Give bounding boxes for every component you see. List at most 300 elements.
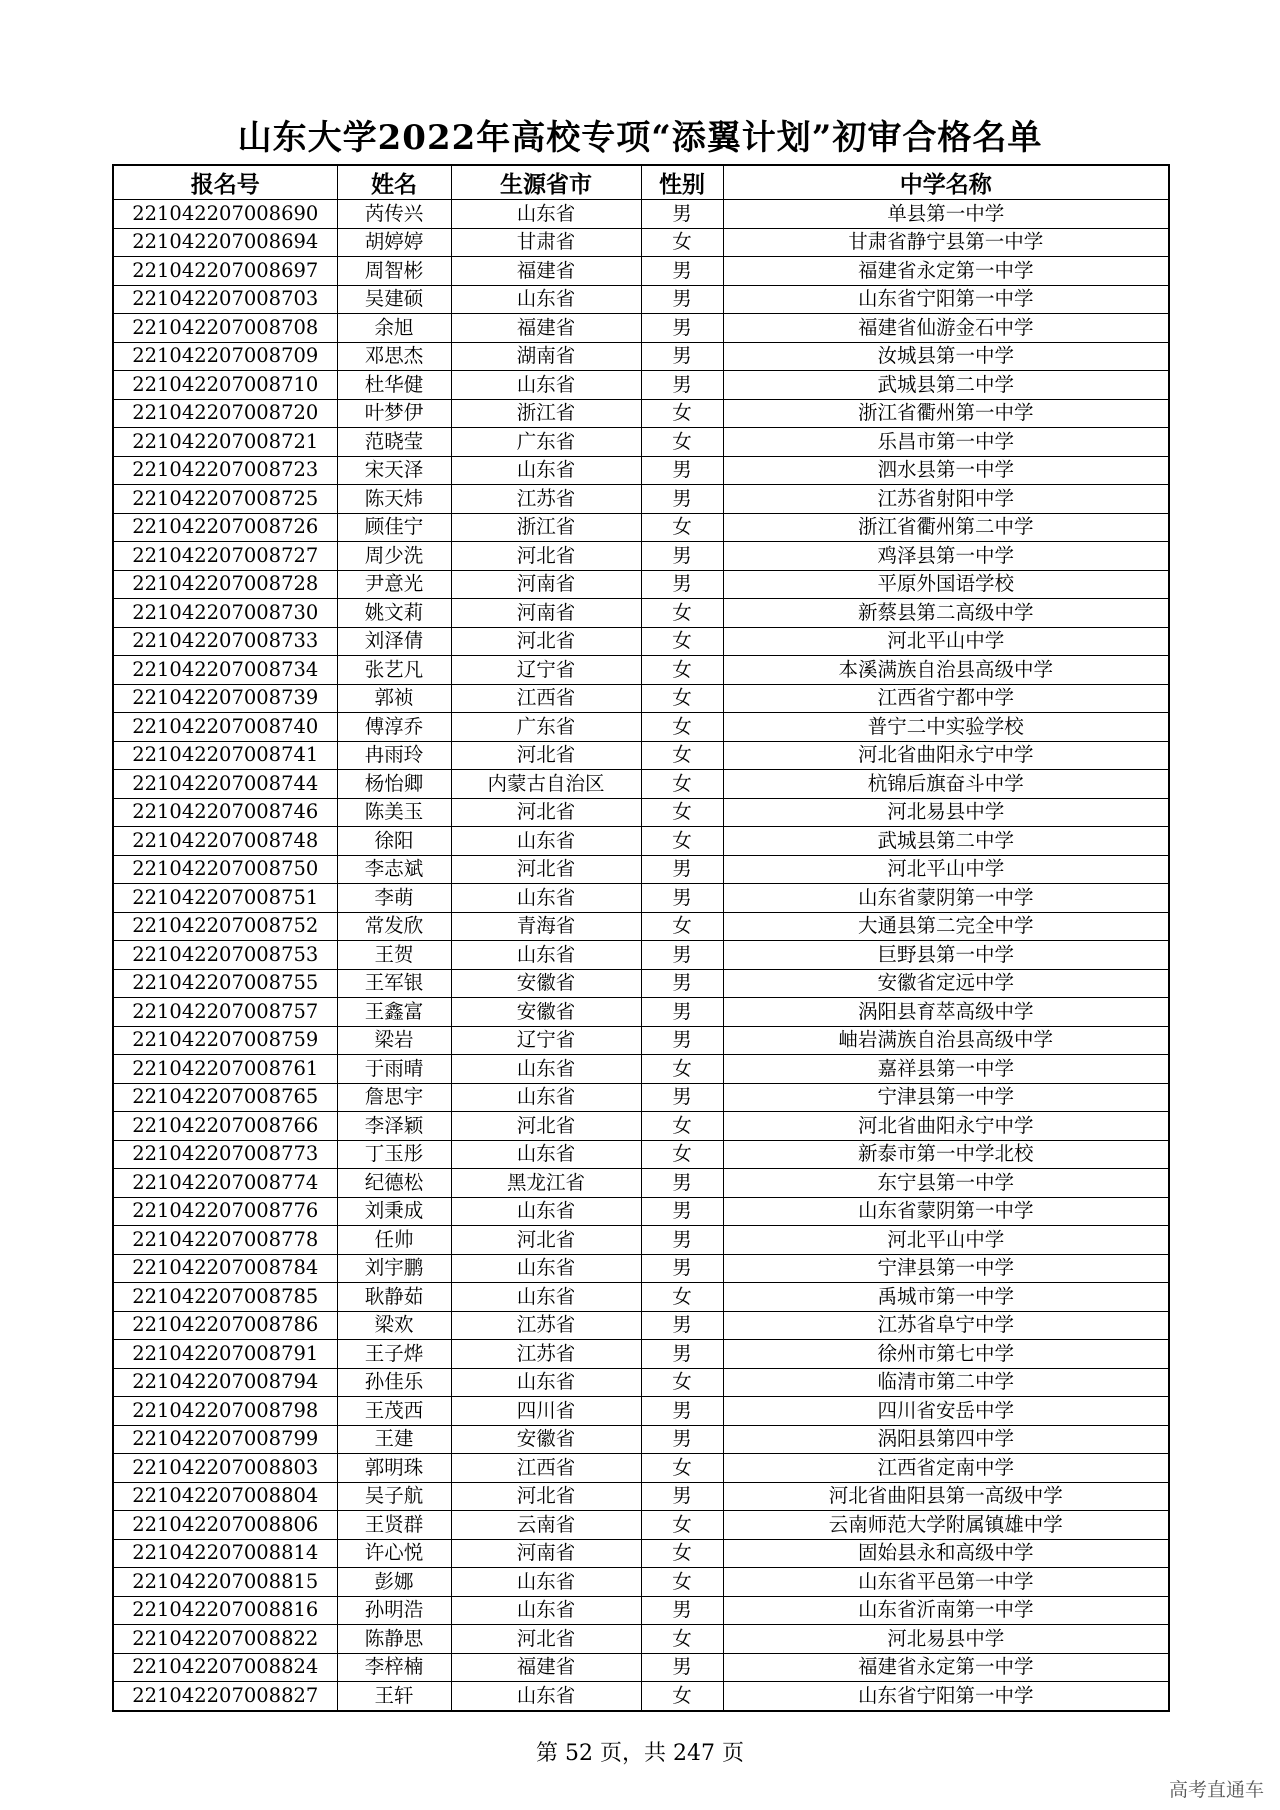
province-cell: 河南省 [451, 570, 641, 599]
registration-no-cell: 221042207008816 [113, 1596, 337, 1625]
province-cell: 山东省 [451, 827, 641, 856]
column-header-province: 生源省市 [451, 165, 641, 200]
gender-cell: 男 [641, 1083, 723, 1112]
gender-cell: 女 [641, 684, 723, 713]
school-cell: 鸡泽县第一中学 [723, 542, 1169, 571]
province-cell: 辽宁省 [451, 1026, 641, 1055]
registration-no-cell: 221042207008773 [113, 1140, 337, 1169]
registration-no-cell: 221042207008798 [113, 1397, 337, 1426]
table-row [113, 1083, 1169, 1112]
name-cell: 梁欢 [337, 1311, 451, 1340]
school-cell: 汝城县第一中学 [723, 342, 1169, 371]
registration-no-cell: 221042207008703 [113, 285, 337, 314]
province-cell: 四川省 [451, 1397, 641, 1426]
province-cell: 山东省 [451, 1283, 641, 1312]
province-cell: 甘肃省 [451, 228, 641, 257]
school-cell: 河北省曲阳县第一高级中学 [723, 1482, 1169, 1511]
table-row [113, 1254, 1169, 1283]
name-cell: 郭明珠 [337, 1454, 451, 1483]
name-cell: 吴子航 [337, 1482, 451, 1511]
table-row [113, 200, 1169, 229]
name-cell: 宋天泽 [337, 456, 451, 485]
registration-no-cell: 221042207008728 [113, 570, 337, 599]
name-cell: 冉雨玲 [337, 741, 451, 770]
gender-cell: 女 [641, 1568, 723, 1597]
table-row [113, 542, 1169, 571]
table-row [113, 1454, 1169, 1483]
registration-no-cell: 221042207008734 [113, 656, 337, 685]
name-cell: 王子烨 [337, 1340, 451, 1369]
table-row [113, 1340, 1169, 1369]
province-cell: 山东省 [451, 1568, 641, 1597]
gender-cell: 男 [641, 570, 723, 599]
table-row [113, 741, 1169, 770]
gender-cell: 男 [641, 1653, 723, 1682]
registration-no-cell: 221042207008748 [113, 827, 337, 856]
gender-cell: 男 [641, 1026, 723, 1055]
registration-no-cell: 221042207008751 [113, 884, 337, 913]
name-cell: 耿静茹 [337, 1283, 451, 1312]
header-row [113, 165, 1169, 200]
province-cell: 江苏省 [451, 1311, 641, 1340]
school-cell: 涡阳县第四中学 [723, 1425, 1169, 1454]
province-cell: 湖南省 [451, 342, 641, 371]
gender-cell: 女 [641, 827, 723, 856]
name-cell: 詹思宇 [337, 1083, 451, 1112]
province-cell: 青海省 [451, 912, 641, 941]
registration-no-cell: 221042207008799 [113, 1425, 337, 1454]
table-row [113, 1226, 1169, 1255]
registration-no-cell: 221042207008786 [113, 1311, 337, 1340]
gender-cell: 男 [641, 1482, 723, 1511]
table-row [113, 314, 1169, 343]
registration-no-cell: 221042207008727 [113, 542, 337, 571]
province-cell: 山东省 [451, 1682, 641, 1711]
registration-no-cell: 221042207008757 [113, 998, 337, 1027]
table-row [113, 1197, 1169, 1226]
table-row [113, 1653, 1169, 1682]
gender-cell: 女 [641, 228, 723, 257]
gender-cell: 男 [641, 371, 723, 400]
registration-no-cell: 221042207008827 [113, 1682, 337, 1711]
registration-no-cell: 221042207008723 [113, 456, 337, 485]
name-cell: 刘泽倩 [337, 627, 451, 656]
school-cell: 新泰市第一中学北校 [723, 1140, 1169, 1169]
province-cell: 山东省 [451, 285, 641, 314]
school-cell: 宁津县第一中学 [723, 1083, 1169, 1112]
school-cell: 浙江省衢州第一中学 [723, 399, 1169, 428]
name-cell: 王建 [337, 1425, 451, 1454]
province-cell: 浙江省 [451, 399, 641, 428]
school-cell: 单县第一中学 [723, 200, 1169, 229]
school-cell: 大通县第二完全中学 [723, 912, 1169, 941]
name-cell: 郭祯 [337, 684, 451, 713]
name-cell: 王贺 [337, 941, 451, 970]
gender-cell: 男 [641, 542, 723, 571]
name-cell: 于雨晴 [337, 1055, 451, 1084]
gender-cell: 男 [641, 1596, 723, 1625]
name-cell: 纪德松 [337, 1169, 451, 1198]
gender-cell: 男 [641, 969, 723, 998]
school-cell: 河北平山中学 [723, 1226, 1169, 1255]
gender-cell: 女 [641, 912, 723, 941]
school-cell: 河北易县中学 [723, 798, 1169, 827]
gender-cell: 男 [641, 257, 723, 286]
watermark: 高考直通车 [1168, 1779, 1264, 1801]
school-cell: 浙江省衢州第二中学 [723, 513, 1169, 542]
gender-cell: 女 [641, 428, 723, 457]
registration-no-cell: 221042207008690 [113, 200, 337, 229]
province-cell: 山东省 [451, 884, 641, 913]
name-cell: 常发欣 [337, 912, 451, 941]
province-cell: 河北省 [451, 798, 641, 827]
gender-cell: 女 [641, 656, 723, 685]
registration-no-cell: 221042207008766 [113, 1112, 337, 1141]
province-cell: 河北省 [451, 1482, 641, 1511]
name-cell: 周智彬 [337, 257, 451, 286]
gender-cell: 男 [641, 855, 723, 884]
name-cell: 杜华健 [337, 371, 451, 400]
registration-no-cell: 221042207008725 [113, 485, 337, 514]
table-row [113, 770, 1169, 799]
gender-cell: 男 [641, 456, 723, 485]
gender-cell: 女 [641, 399, 723, 428]
school-cell: 四川省安岳中学 [723, 1397, 1169, 1426]
table-row [113, 1368, 1169, 1397]
name-cell: 芮传兴 [337, 200, 451, 229]
table-row [113, 1425, 1169, 1454]
school-cell: 岫岩满族自治县高级中学 [723, 1026, 1169, 1055]
gender-cell: 女 [641, 770, 723, 799]
page-title: 山东大学2022年高校专项“添翼计划”初审合格名单 [237, 118, 1043, 158]
province-cell: 安徽省 [451, 1425, 641, 1454]
registration-no-cell: 221042207008752 [113, 912, 337, 941]
gender-cell: 男 [641, 998, 723, 1027]
school-cell: 甘肃省静宁县第一中学 [723, 228, 1169, 257]
province-cell: 江苏省 [451, 485, 641, 514]
roster-body [113, 200, 1169, 1711]
province-cell: 山东省 [451, 1368, 641, 1397]
province-cell: 福建省 [451, 257, 641, 286]
gender-cell: 男 [641, 1340, 723, 1369]
table-row [113, 855, 1169, 884]
province-cell: 山东省 [451, 1140, 641, 1169]
table-row [113, 684, 1169, 713]
province-cell: 山东省 [451, 1254, 641, 1283]
province-cell: 山东省 [451, 456, 641, 485]
name-cell: 任帅 [337, 1226, 451, 1255]
table-row [113, 1140, 1169, 1169]
registration-no-cell: 221042207008730 [113, 599, 337, 628]
name-cell: 刘秉成 [337, 1197, 451, 1226]
table-row [113, 827, 1169, 856]
registration-no-cell: 221042207008784 [113, 1254, 337, 1283]
school-cell: 禹城市第一中学 [723, 1283, 1169, 1312]
registration-no-cell: 221042207008708 [113, 314, 337, 343]
table-row [113, 998, 1169, 1027]
page-footer: 第 52 页，共 247 页 [536, 1741, 744, 1766]
registration-no-cell: 221042207008815 [113, 1568, 337, 1597]
school-cell: 平原外国语学校 [723, 570, 1169, 599]
school-cell: 河北平山中学 [723, 855, 1169, 884]
school-cell: 本溪满族自治县高级中学 [723, 656, 1169, 685]
school-cell: 乐昌市第一中学 [723, 428, 1169, 457]
name-cell: 尹意光 [337, 570, 451, 599]
registration-no-cell: 221042207008803 [113, 1454, 337, 1483]
registration-no-cell: 221042207008814 [113, 1539, 337, 1568]
name-cell: 吴建硕 [337, 285, 451, 314]
school-cell: 山东省沂南第一中学 [723, 1596, 1169, 1625]
registration-no-cell: 221042207008806 [113, 1511, 337, 1540]
gender-cell: 男 [641, 941, 723, 970]
table-row [113, 342, 1169, 371]
name-cell: 顾佳宁 [337, 513, 451, 542]
school-cell: 江西省定南中学 [723, 1454, 1169, 1483]
name-cell: 孙明浩 [337, 1596, 451, 1625]
gender-cell: 女 [641, 599, 723, 628]
name-cell: 梁岩 [337, 1026, 451, 1055]
name-cell: 张艺凡 [337, 656, 451, 685]
name-cell: 王贤群 [337, 1511, 451, 1540]
table-row [113, 627, 1169, 656]
registration-no-cell: 221042207008741 [113, 741, 337, 770]
school-cell: 福建省永定第一中学 [723, 1653, 1169, 1682]
column-header-name: 姓名 [337, 165, 451, 200]
school-cell: 江西省宁都中学 [723, 684, 1169, 713]
school-cell: 涡阳县育萃高级中学 [723, 998, 1169, 1027]
gender-cell: 女 [641, 1539, 723, 1568]
name-cell: 王军银 [337, 969, 451, 998]
table-row [113, 941, 1169, 970]
gender-cell: 男 [641, 1397, 723, 1426]
name-cell: 李萌 [337, 884, 451, 913]
table-row [113, 1511, 1169, 1540]
province-cell: 河北省 [451, 542, 641, 571]
table-row [113, 884, 1169, 913]
gender-cell: 女 [641, 1140, 723, 1169]
gender-cell: 女 [641, 1055, 723, 1084]
table-row [113, 1397, 1169, 1426]
gender-cell: 男 [641, 342, 723, 371]
school-cell: 云南师范大学附属镇雄中学 [723, 1511, 1169, 1540]
table-row [113, 969, 1169, 998]
table-row [113, 798, 1169, 827]
province-cell: 福建省 [451, 314, 641, 343]
registration-no-cell: 221042207008740 [113, 713, 337, 742]
table-row [113, 257, 1169, 286]
column-header-school: 中学名称 [723, 165, 1169, 200]
name-cell: 李志斌 [337, 855, 451, 884]
province-cell: 江西省 [451, 1454, 641, 1483]
gender-cell: 女 [641, 1112, 723, 1141]
province-cell: 河北省 [451, 741, 641, 770]
table-row [113, 285, 1169, 314]
school-cell: 江苏省阜宁中学 [723, 1311, 1169, 1340]
registration-no-cell: 221042207008774 [113, 1169, 337, 1198]
school-cell: 安徽省定远中学 [723, 969, 1169, 998]
registration-no-cell: 221042207008709 [113, 342, 337, 371]
school-cell: 山东省宁阳第一中学 [723, 285, 1169, 314]
school-cell: 山东省平邑第一中学 [723, 1568, 1169, 1597]
gender-cell: 女 [641, 1625, 723, 1654]
table-row [113, 1568, 1169, 1597]
table-row [113, 1482, 1169, 1511]
gender-cell: 男 [641, 485, 723, 514]
school-cell: 徐州市第七中学 [723, 1340, 1169, 1369]
school-cell: 福建省永定第一中学 [723, 257, 1169, 286]
name-cell: 李梓楠 [337, 1653, 451, 1682]
table-row [113, 570, 1169, 599]
table-row [113, 399, 1169, 428]
school-cell: 山东省蒙阴第一中学 [723, 1197, 1169, 1226]
name-cell: 余旭 [337, 314, 451, 343]
school-cell: 江苏省射阳中学 [723, 485, 1169, 514]
table-row [113, 599, 1169, 628]
gender-cell: 女 [641, 1368, 723, 1397]
name-cell: 徐阳 [337, 827, 451, 856]
gender-cell: 男 [641, 314, 723, 343]
table-row [113, 428, 1169, 457]
name-cell: 孙佳乐 [337, 1368, 451, 1397]
province-cell: 内蒙古自治区 [451, 770, 641, 799]
registration-no-cell: 221042207008733 [113, 627, 337, 656]
table-row [113, 1625, 1169, 1654]
province-cell: 广东省 [451, 428, 641, 457]
column-header-registration-no: 报名号 [113, 165, 337, 200]
school-cell: 福建省仙游金石中学 [723, 314, 1169, 343]
table-row [113, 1539, 1169, 1568]
name-cell: 陈美玉 [337, 798, 451, 827]
school-cell: 临清市第二中学 [723, 1368, 1169, 1397]
registration-no-cell: 221042207008744 [113, 770, 337, 799]
name-cell: 刘宇鹏 [337, 1254, 451, 1283]
gender-cell: 男 [641, 285, 723, 314]
table-row [113, 1112, 1169, 1141]
registration-no-cell: 221042207008753 [113, 941, 337, 970]
registration-no-cell: 221042207008765 [113, 1083, 337, 1112]
registration-no-cell: 221042207008710 [113, 371, 337, 400]
province-cell: 广东省 [451, 713, 641, 742]
province-cell: 山东省 [451, 1197, 641, 1226]
table-row [113, 1283, 1169, 1312]
name-cell: 王茂西 [337, 1397, 451, 1426]
gender-cell: 女 [641, 513, 723, 542]
gender-cell: 女 [641, 1454, 723, 1483]
table-row [113, 1169, 1169, 1198]
province-cell: 山东省 [451, 1596, 641, 1625]
registration-no-cell: 221042207008776 [113, 1197, 337, 1226]
name-cell: 姚文莉 [337, 599, 451, 628]
gender-cell: 男 [641, 1226, 723, 1255]
name-cell: 李泽颖 [337, 1112, 451, 1141]
gender-cell: 男 [641, 1311, 723, 1340]
gender-cell: 女 [641, 1682, 723, 1711]
school-cell: 新蔡县第二高级中学 [723, 599, 1169, 628]
gender-cell: 男 [641, 1425, 723, 1454]
name-cell: 傅淳乔 [337, 713, 451, 742]
registration-no-cell: 221042207008761 [113, 1055, 337, 1084]
registration-no-cell: 221042207008750 [113, 855, 337, 884]
table-row [113, 1055, 1169, 1084]
province-cell: 山东省 [451, 200, 641, 229]
registration-no-cell: 221042207008804 [113, 1482, 337, 1511]
gender-cell: 男 [641, 1254, 723, 1283]
table-row [113, 1311, 1169, 1340]
province-cell: 河南省 [451, 1539, 641, 1568]
province-cell: 江苏省 [451, 1340, 641, 1369]
school-cell: 武城县第二中学 [723, 827, 1169, 856]
registration-no-cell: 221042207008822 [113, 1625, 337, 1654]
gender-cell: 女 [641, 741, 723, 770]
school-cell: 杭锦后旗奋斗中学 [723, 770, 1169, 799]
province-cell: 辽宁省 [451, 656, 641, 685]
registration-no-cell: 221042207008785 [113, 1283, 337, 1312]
gender-cell: 男 [641, 1197, 723, 1226]
registration-no-cell: 221042207008746 [113, 798, 337, 827]
registration-no-cell: 221042207008739 [113, 684, 337, 713]
gender-cell: 女 [641, 713, 723, 742]
gender-cell: 女 [641, 1283, 723, 1312]
name-cell: 范晓莹 [337, 428, 451, 457]
province-cell: 山东省 [451, 1055, 641, 1084]
registration-no-cell: 221042207008778 [113, 1226, 337, 1255]
name-cell: 杨怡卿 [337, 770, 451, 799]
name-cell: 陈静思 [337, 1625, 451, 1654]
province-cell: 福建省 [451, 1653, 641, 1682]
registration-no-cell: 221042207008755 [113, 969, 337, 998]
school-cell: 普宁二中实验学校 [723, 713, 1169, 742]
school-cell: 巨野县第一中学 [723, 941, 1169, 970]
table-row [113, 656, 1169, 685]
name-cell: 丁玉彤 [337, 1140, 451, 1169]
province-cell: 江西省 [451, 684, 641, 713]
province-cell: 浙江省 [451, 513, 641, 542]
school-cell: 东宁县第一中学 [723, 1169, 1169, 1198]
table-row [113, 371, 1169, 400]
province-cell: 河北省 [451, 855, 641, 884]
registration-no-cell: 221042207008824 [113, 1653, 337, 1682]
school-cell: 武城县第二中学 [723, 371, 1169, 400]
table-row [113, 228, 1169, 257]
province-cell: 河南省 [451, 599, 641, 628]
school-cell: 河北平山中学 [723, 627, 1169, 656]
gender-cell: 男 [641, 200, 723, 229]
province-cell: 云南省 [451, 1511, 641, 1540]
gender-cell: 女 [641, 627, 723, 656]
registration-no-cell: 221042207008759 [113, 1026, 337, 1055]
registration-no-cell: 221042207008697 [113, 257, 337, 286]
gender-cell: 女 [641, 1511, 723, 1540]
province-cell: 河北省 [451, 1226, 641, 1255]
registration-no-cell: 221042207008794 [113, 1368, 337, 1397]
table-row [113, 456, 1169, 485]
school-cell: 河北省曲阳永宁中学 [723, 1112, 1169, 1141]
school-cell: 宁津县第一中学 [723, 1254, 1169, 1283]
province-cell: 山东省 [451, 371, 641, 400]
table-row [113, 513, 1169, 542]
table-row [113, 912, 1169, 941]
province-cell: 山东省 [451, 941, 641, 970]
school-cell: 泗水县第一中学 [723, 456, 1169, 485]
school-cell: 嘉祥县第一中学 [723, 1055, 1169, 1084]
name-cell: 许心悦 [337, 1539, 451, 1568]
name-cell: 彭娜 [337, 1568, 451, 1597]
province-cell: 河北省 [451, 627, 641, 656]
school-cell: 河北易县中学 [723, 1625, 1169, 1654]
gender-cell: 男 [641, 884, 723, 913]
school-cell: 固始县永和高级中学 [723, 1539, 1169, 1568]
name-cell: 王鑫富 [337, 998, 451, 1027]
